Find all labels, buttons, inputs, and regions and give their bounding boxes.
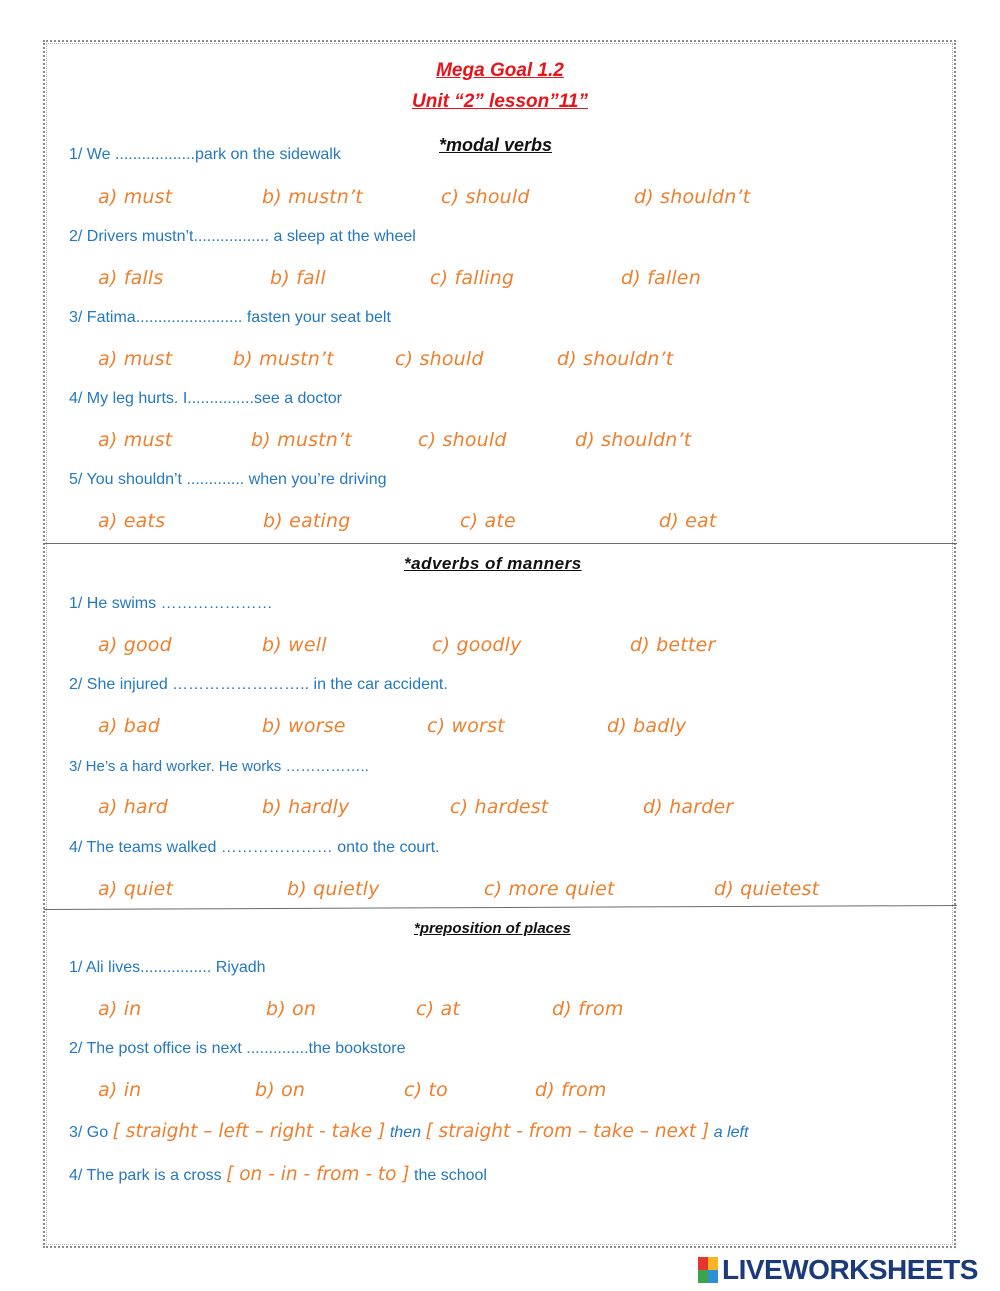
question-2-4: 4/ The teams walked ………………… onto the court. bbox=[69, 839, 440, 856]
option-2-2-a[interactable]: a) bad bbox=[98, 715, 161, 737]
option-1-3-b[interactable]: b) mustn’t bbox=[233, 348, 334, 370]
section-heading-prepositions: *preposition of places bbox=[414, 920, 571, 937]
question-3-1: 1/ Ali lives................ Riyadh bbox=[69, 959, 266, 976]
option-2-2-d[interactable]: d) badly bbox=[607, 715, 687, 737]
option-3-1-d[interactable]: d) from bbox=[552, 998, 624, 1020]
option-2-4-c[interactable]: c) more quiet bbox=[484, 878, 615, 900]
question-3-4-start: 4/ The park is a cross bbox=[69, 1167, 222, 1184]
option-3-2-a[interactable]: a) in bbox=[98, 1079, 142, 1101]
option-1-5-c[interactable]: c) ate bbox=[460, 510, 516, 532]
option-2-4-b[interactable]: b) quietly bbox=[287, 878, 380, 900]
section-heading-modal-verbs: *modal verbs bbox=[439, 135, 553, 155]
option-2-3-a[interactable]: a) hard bbox=[98, 796, 169, 818]
option-1-5-a[interactable]: a) eats bbox=[98, 510, 166, 532]
option-1-2-d[interactable]: d) fallen bbox=[621, 267, 701, 289]
question-3-3-choices-1[interactable]: [ straight – left – right - take ] bbox=[112, 1121, 386, 1142]
option-3-2-c[interactable]: c) to bbox=[404, 1079, 448, 1101]
option-2-2-b[interactable]: b) worse bbox=[262, 715, 346, 737]
question-3-2: 2/ The post office is next ..............the bookstore bbox=[69, 1040, 406, 1057]
option-1-5-b[interactable]: b) eating bbox=[263, 510, 351, 532]
question-1-2: 2/ Drivers mustn’t................. a sleep at the wheel bbox=[69, 228, 416, 245]
option-2-1-c[interactable]: c) goodly bbox=[432, 634, 522, 656]
question-3-3-choices-2[interactable]: [ straight - from – take – next ] bbox=[425, 1121, 710, 1142]
option-2-4-d[interactable]: d) quietest bbox=[714, 878, 820, 900]
worksheet-subtitle: Unit “2” lesson”11” bbox=[412, 91, 588, 112]
option-2-1-a[interactable]: a) good bbox=[98, 634, 172, 656]
option-1-4-c[interactable]: c) should bbox=[418, 429, 507, 451]
question-1-5: 5/ You shouldn’t ............. when you’re driving bbox=[69, 471, 387, 488]
liveworksheets-logo-icon bbox=[698, 1257, 718, 1283]
question-2-2: 2/ She injured …………………….. in the car accident. bbox=[69, 676, 448, 693]
option-2-1-b[interactable]: b) well bbox=[262, 634, 327, 656]
question-1-1: 1/ We ..................park on the sidewalk bbox=[69, 146, 341, 163]
option-1-2-c[interactable]: c) falling bbox=[430, 267, 515, 289]
option-1-3-d[interactable]: d) shouldn’t bbox=[557, 348, 674, 370]
question-1-4: 4/ My leg hurts. I...............see a doctor bbox=[69, 390, 342, 407]
option-1-1-b[interactable]: b) mustn’t bbox=[262, 186, 363, 208]
option-1-1-a[interactable]: a) must bbox=[98, 186, 173, 208]
option-3-2-b[interactable]: b) on bbox=[255, 1079, 306, 1101]
section-divider-1 bbox=[44, 543, 957, 544]
option-1-1-c[interactable]: c) should bbox=[441, 186, 530, 208]
option-1-1-d[interactable]: d) shouldn’t bbox=[634, 186, 751, 208]
option-3-1-a[interactable]: a) in bbox=[98, 998, 142, 1020]
section-heading-adverbs: *adverbs of manners bbox=[404, 554, 582, 573]
option-2-3-b[interactable]: b) hardly bbox=[262, 796, 350, 818]
option-1-4-a[interactable]: a) must bbox=[98, 429, 173, 451]
worksheet-title: Mega Goal 1.2 bbox=[436, 60, 564, 81]
option-1-2-a[interactable]: a) falls bbox=[98, 267, 164, 289]
option-3-2-d[interactable]: d) from bbox=[535, 1079, 607, 1101]
liveworksheets-logo[interactable] bbox=[698, 1255, 978, 1285]
liveworksheets-brand: LIVEWORKSHEETS bbox=[722, 1254, 978, 1285]
question-3-4-choices[interactable]: [ on - in - from - to ] bbox=[226, 1164, 410, 1185]
option-2-3-c[interactable]: c) hardest bbox=[450, 796, 549, 818]
option-3-1-c[interactable]: c) at bbox=[416, 998, 460, 1020]
option-2-1-d[interactable]: d) better bbox=[630, 634, 716, 656]
question-3-3-end: a left bbox=[713, 1124, 749, 1141]
question-3-3 bbox=[69, 1121, 748, 1142]
option-1-4-d[interactable]: d) shouldn’t bbox=[575, 429, 692, 451]
question-3-3-mid: then bbox=[389, 1124, 421, 1141]
question-1-3: 3/ Fatima........................ fasten your seat belt bbox=[69, 309, 391, 326]
question-2-1: 1/ He swims ………………… bbox=[69, 595, 273, 612]
question-3-4-end: the school bbox=[414, 1167, 487, 1184]
question-3-4 bbox=[69, 1164, 487, 1185]
option-3-1-b[interactable]: b) on bbox=[266, 998, 317, 1020]
option-1-5-d[interactable]: d) eat bbox=[659, 510, 717, 532]
option-1-2-b[interactable]: b) fall bbox=[270, 267, 326, 289]
option-2-3-d[interactable]: d) harder bbox=[643, 796, 734, 818]
option-2-2-c[interactable]: c) worst bbox=[427, 715, 505, 737]
question-3-3-start: 3/ Go bbox=[69, 1124, 109, 1141]
option-1-4-b[interactable]: b) mustn’t bbox=[251, 429, 352, 451]
question-2-3: 3/ He’s a hard worker. He works …………….. bbox=[69, 758, 369, 775]
option-1-3-c[interactable]: c) should bbox=[395, 348, 484, 370]
option-1-3-a[interactable]: a) must bbox=[98, 348, 173, 370]
option-2-4-a[interactable]: a) quiet bbox=[98, 878, 174, 900]
